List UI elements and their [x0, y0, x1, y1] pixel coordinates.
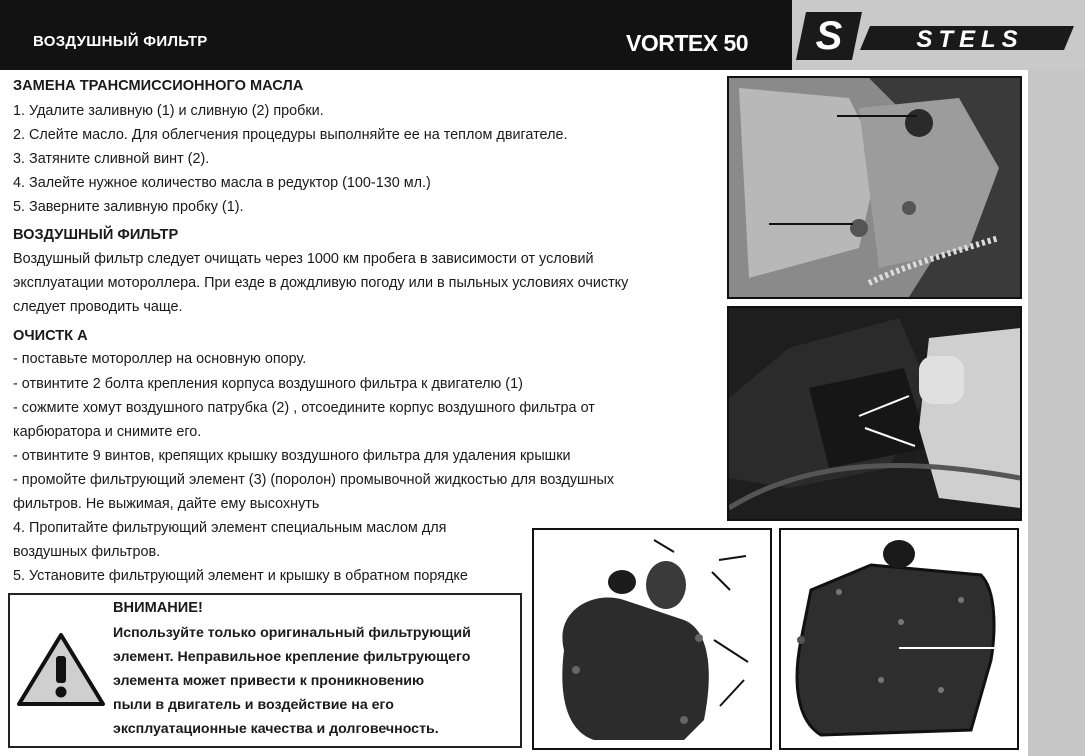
- oil-step-1: 1. Удалите заливную (1) и сливную (2) пробки.: [13, 103, 324, 119]
- cleaning-heading: ОЧИСТК А: [13, 328, 88, 344]
- cleaning-line-1: - поставьте мотороллер на основную опору.: [13, 351, 307, 367]
- warning-line-2: элемент. Неправильное крепление фильтрующего: [113, 649, 471, 665]
- cleaning-line-7: фильтров. Не выжимая, дайте ему высохнуть: [13, 496, 320, 512]
- warning-line-5: эксплуатационные качества и долговечность.: [113, 721, 439, 737]
- cleaning-line-4: карбюратора и снимите его.: [13, 424, 202, 440]
- oil-step-3: 3. Затяните сливной винт (2).: [13, 151, 210, 167]
- filter-line-3: следует проводить чаще.: [13, 299, 183, 315]
- cleaning-line-3: - сожмите хомут воздушного патрубка (2) , отсоедините корпус воздушного фильтра от: [13, 400, 595, 416]
- warning-line-3: элемента может привести к проникновению: [113, 673, 425, 689]
- cleaning-line-6: - промойте фильтрующий элемент (3) (поролон) промывочной жидкостью для воздушных: [13, 472, 615, 488]
- filter-line-1: Воздушный фильтр следует очищать через 1000 км пробега в зависимости от условий: [13, 251, 594, 267]
- warning-line-4: пыли в двигатель и воздействие на его: [113, 697, 394, 713]
- cleaning-line-9: воздушных фильтров.: [13, 544, 161, 560]
- transmission-photo: [727, 76, 1022, 299]
- cleaning-line-5: - отвинтите 9 винтов, крепящих крышку воздушного фильтра для удаления крышки: [13, 448, 571, 464]
- svg-text:S: S: [815, 14, 843, 58]
- section-title: ВОЗДУШНЫЙ ФИЛЬТР: [33, 33, 208, 50]
- warning-line-1: Используйте только оригинальный фильтрующий: [113, 625, 471, 641]
- oil-step-5: 5. Заверните заливную пробку (1).: [13, 199, 244, 215]
- oil-step-4: 4. Залейте нужное количество масла в редуктор (100-130 мл.): [13, 175, 431, 191]
- model-name: VORTEX 50: [626, 30, 749, 56]
- oil-step-2: 2. Слейте масло. Для облегчения процедуры выполняйте ее на теплом двигателе.: [13, 127, 568, 143]
- side-strip: [1028, 70, 1085, 756]
- cleaning-line-2: - отвинтите 2 болта крепления корпуса воздушного фильтра к двигателю (1): [13, 376, 523, 392]
- svg-text:STELS: STELS: [916, 26, 1024, 53]
- header-bar: [0, 0, 1085, 70]
- warning-triangle-icon: [16, 632, 106, 713]
- filter-housing-photo: [532, 528, 772, 750]
- filter-element-photo: [779, 528, 1019, 750]
- filter-line-2: эксплуатации мотороллера. При езде в дождливую погоду или в пыльных условиях очистку: [13, 275, 629, 291]
- brand-logo: [792, 0, 1085, 70]
- filter-heading: ВОЗДУШНЫЙ ФИЛЬТР: [13, 227, 179, 243]
- warning-title: ВНИМАНИЕ!: [113, 600, 203, 616]
- cleaning-line-10: 5. Установите фильтрующий элемент и крышку в обратном порядке: [13, 568, 468, 584]
- filter-on-scooter-photo: [727, 306, 1022, 521]
- oil-heading: ЗАМЕНА ТРАНСМИССИОННОГО МАСЛА: [13, 78, 304, 94]
- cleaning-line-8: 4. Пропитайте фильтрующий элемент специальным маслом для: [13, 520, 447, 536]
